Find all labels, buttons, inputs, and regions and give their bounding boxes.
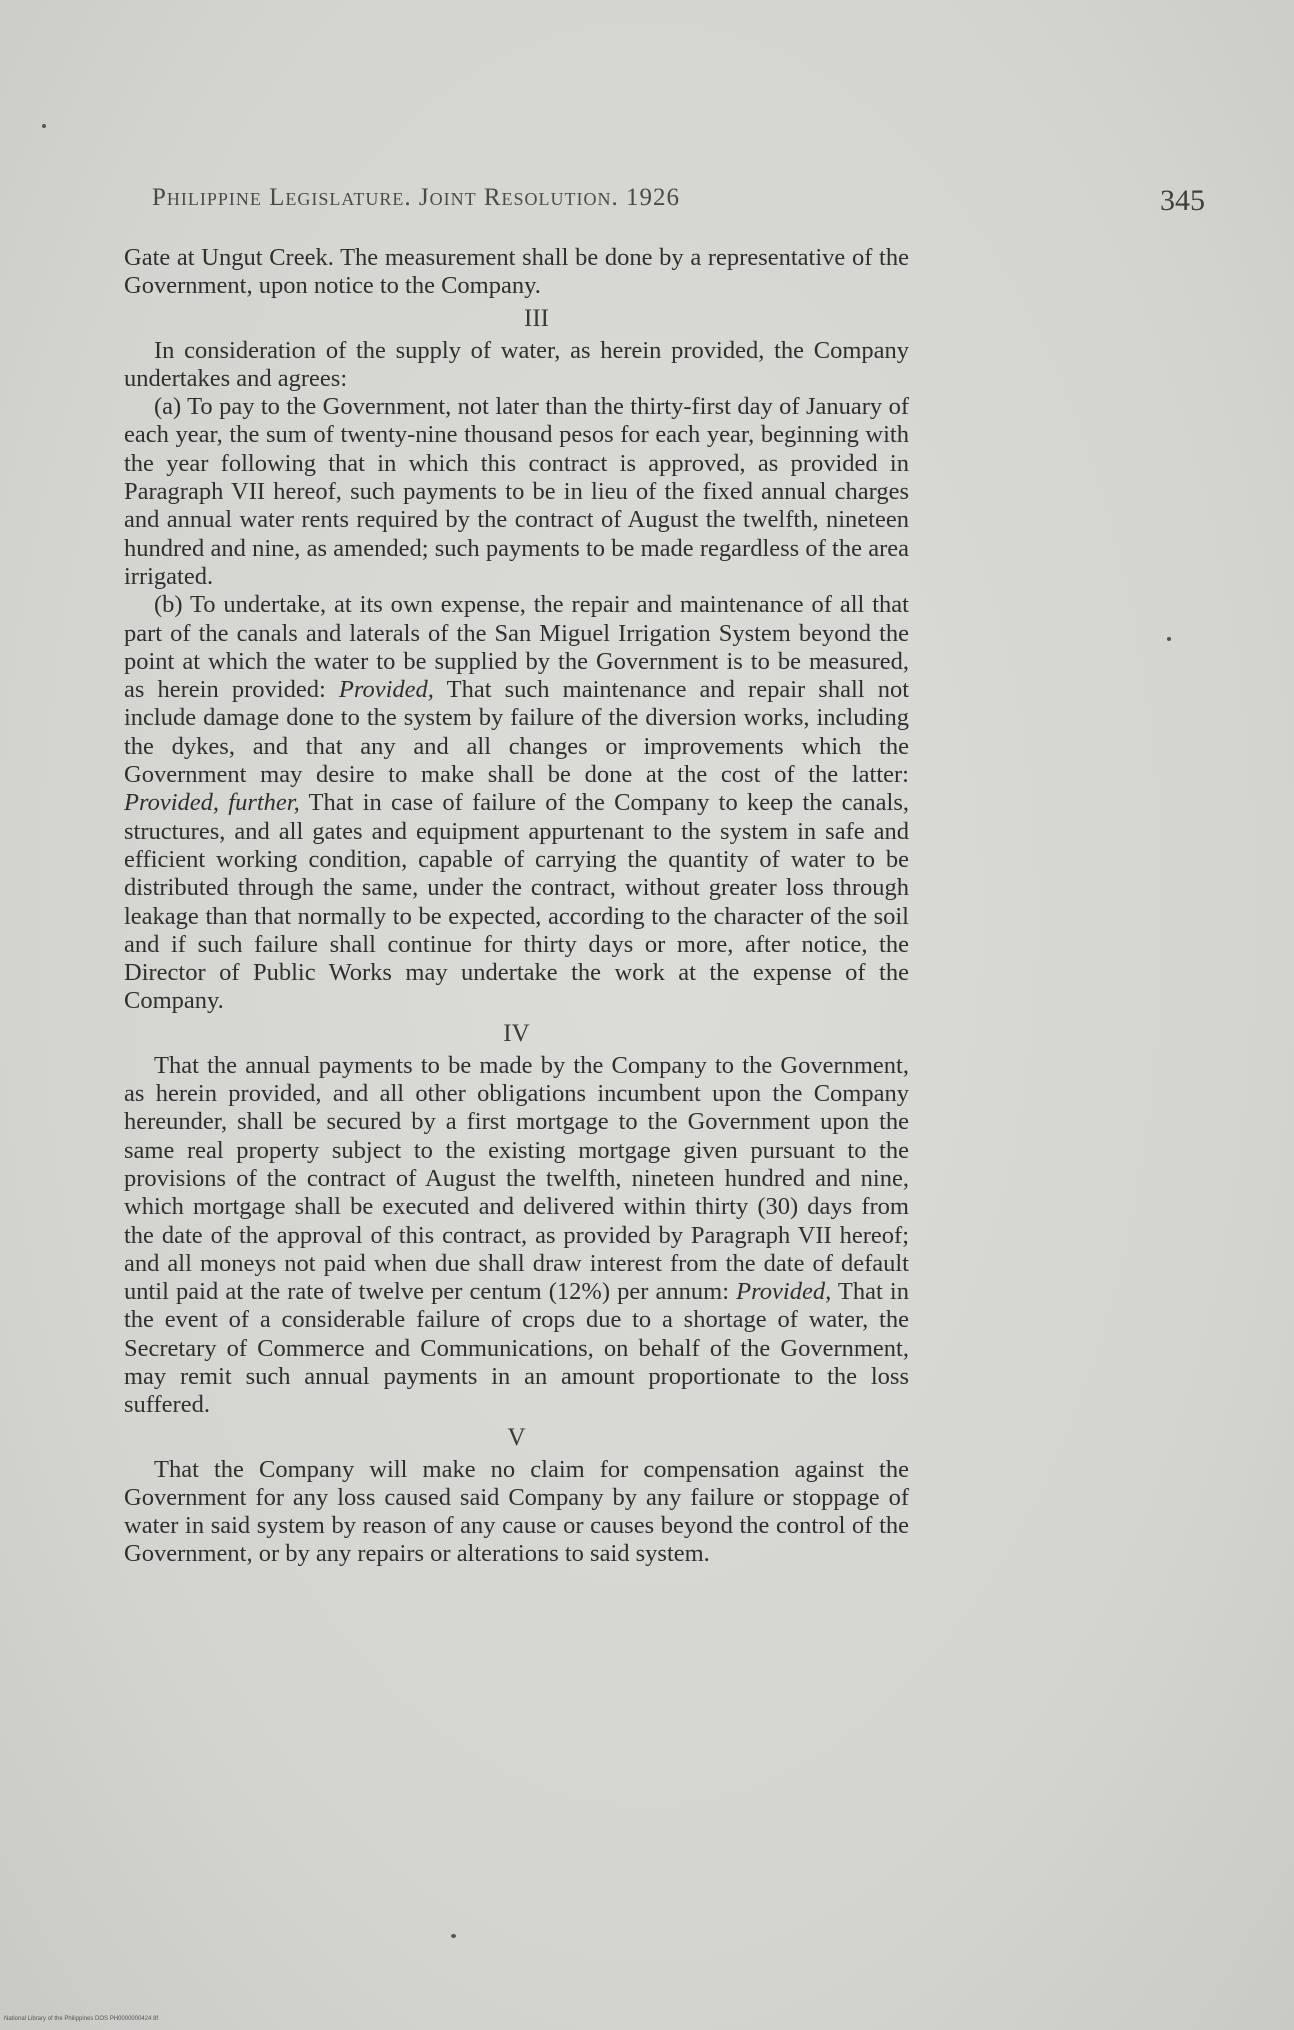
clause-b-text-3: That in case of failure of the Company to keep the canals, structures, and all gates and equipment appurtenant to the system in safe and efficient working condition, capable of carrying the quantity of water to be distributed through the same, under the contract, without greater loss through leakage than that normally to be expected, according to the character of the soil and if such failure shall continue for thirty days or more, after notice, the Director of Public Works may undertake the work at the expense of the Company. [124,789,909,1015]
scan-speck [1167,637,1171,641]
scan-speck [451,1934,456,1938]
section-iii-intro: In consideration of the supply of water, as herein provided, the Company undertakes and agrees: [124,336,909,392]
clause-b-provided: Provided, [338,676,434,704]
section-heading-iii: III [524,304,549,332]
intro-paragraph: Gate at Ungut Creek. The measurement shall be done by a representative of the Government, upon notice to the Company. [124,244,909,300]
page-number: 345 [1160,184,1205,217]
section-iv-provided: Provided, [736,1278,832,1306]
library-credit: National Library of the Philippines DOS PH0000000424 8f [4,2016,159,2022]
section-heading-iv: IV [503,1019,530,1047]
section-iii-clause-b [124,591,909,1015]
section-heading-v: V [507,1423,526,1451]
section-iv-paragraph [124,1052,909,1420]
body-text [124,244,909,1569]
clause-b-text-2: That such maintenance and repair shall not include damage done to the system by failure of the diversion works, including the dykes, and that any and all changes or improvements which the Government may desire to make shall be done at the cost of the latter: [124,676,909,789]
clause-b-provided-further: Provided, further, [124,789,300,817]
section-iv-text-1: That the annual payments to be made by the Company to the Government, as herein provided, and all other obligations incumbent upon the Company hereunder, shall be secured by a first mortgage to the Government upon the same real property subject to the existing mortgage given pursuant to the provisions of the contract of August the twelfth, nineteen hundred and nine, which mortgage shall be executed and delivered within thirty (30) days from the date of the approval of this contract, as provided by Paragraph VII hereof; and all moneys not paid when due shall draw interest from the date of default until paid at the rate of twelve per centum (12%) per annum: [124,1051,909,1306]
section-v-paragraph: That the Company will make no claim for compensation against the Government for any loss caused said Company by any failure or stoppage of water in said system by reason of any cause or causes beyond the control of the Government, or by any repairs or alterations to said system. [124,1455,909,1568]
section-iv-text-2: That in the event of a considerable failure of crops due to a shortage of water, the Secretary of Commerce and Communications, on behalf of the Government, may remit such annual payments in an amount proportionate to the loss suffered. [124,1278,909,1419]
running-header: Philippine Legislature. Joint Resolution. 1926 [152,184,681,211]
scan-speck [42,124,46,128]
clause-b-text-1: (b) To undertake, at its own expense, the repair and maintenance of all that part of the canals and laterals of the San Miguel Irrigation System beyond the point at which the water to be supplied by the Government is to be measured, as herein provided: [124,591,909,704]
section-iii-clause-a: (a) To pay to the Government, not later than the thirty-first day of January of each year, the sum of twenty-nine thousand pesos for each year, beginning with the year following that in which this contract is approved, as provided in Paragraph VII hereof, such payments to be in lieu of the fixed annual charges and annual water rents required by the contract of August the twelfth, nineteen hundred and nine, as amended; such payments to be made regardless of the area irrigated. [124,393,909,590]
